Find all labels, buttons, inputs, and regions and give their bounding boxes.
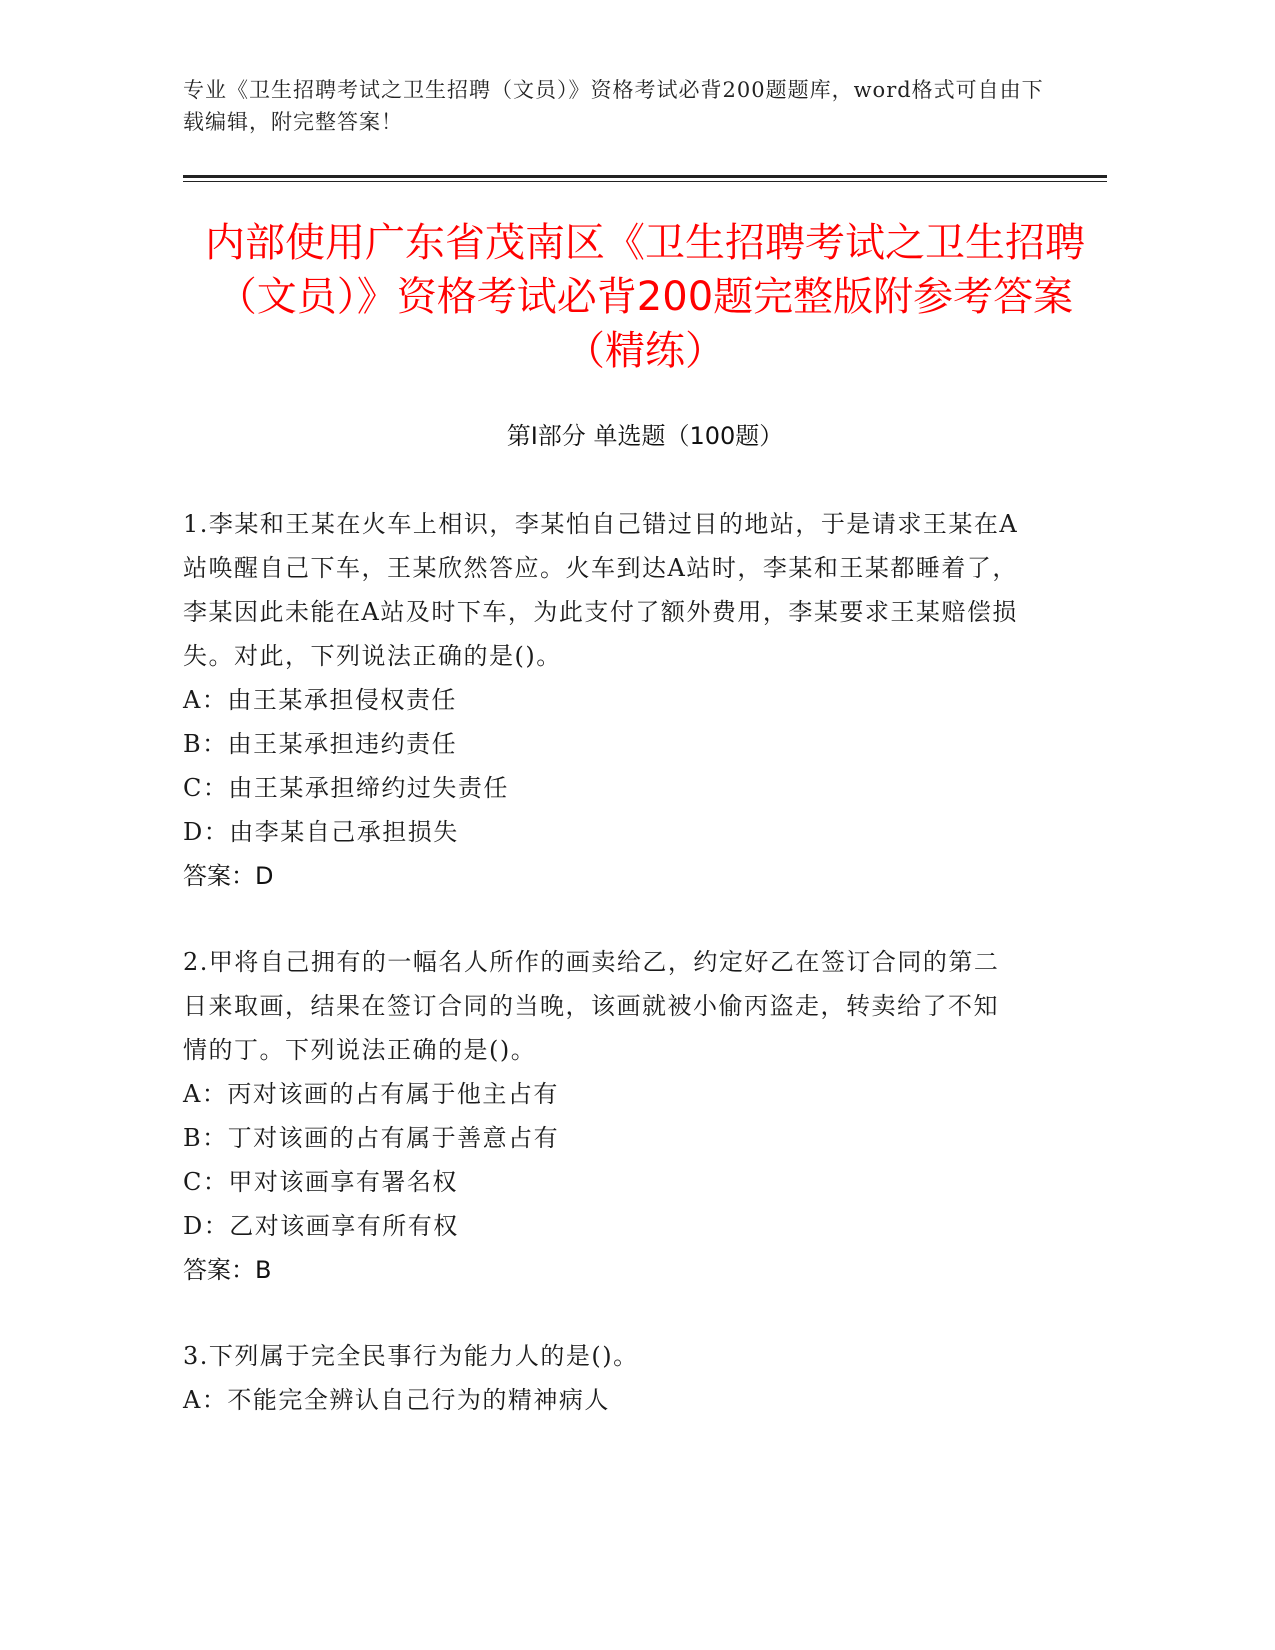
option-b: B：由王某承担违约责任 <box>183 730 458 758</box>
option-a: A：不能完全辨认自己行为的精神病人 <box>183 1386 610 1414</box>
answer-label: 答案：B <box>183 1256 272 1284</box>
header-divider-thin <box>183 181 1107 182</box>
option-c: C：由王某承担缔约过失责任 <box>183 774 509 802</box>
question-stem: 2.甲将自己拥有的一幅名人所作的画卖给乙，约定好乙在签订合同的第二日来取画，结果在签订合同的当晚，该画就被小偷丙盗走，转卖给了不知情的丁。下列说法正确的是()。 <box>183 948 1000 1064</box>
option-d: D：由李某自己承担损失 <box>183 818 459 846</box>
question-1 <box>183 502 1023 898</box>
option-a: A：由王某承担侵权责任 <box>183 686 457 714</box>
answer-label: 答案：D <box>183 862 274 890</box>
option-a: A：丙对该画的占有属于他主占有 <box>183 1080 559 1108</box>
document-title: 内部使用广东省茂南区《卫生招聘考试之卫生招聘（文员）》资格考试必背200题完整版附参考答案（精练） <box>205 220 1085 374</box>
section-heading: 第Ⅰ部分 单选题（100题） <box>506 422 784 450</box>
question-list <box>183 502 1023 1464</box>
question-stem: 1.李某和王某在火车上相识，李某怕自己错过目的地站，于是请求王某在A站唤醒自己下车，王某欣然答应。火车到达A站时，李某和王某都睡着了，李某因此未能在A站及时下车，为此支付了额外费用，李某要求王某赔偿损失。对此，下列说法正确的是()。 <box>183 510 1019 670</box>
question-3 <box>183 1334 1023 1422</box>
question-stem: 3.下列属于完全民事行为能力人的是()。 <box>183 1342 639 1370</box>
header-divider-thick <box>183 175 1107 178</box>
option-b: B：丁对该画的占有属于善意占有 <box>183 1124 560 1152</box>
question-2 <box>183 940 1023 1292</box>
option-d: D：乙对该画享有所有权 <box>183 1212 459 1240</box>
option-c: C：甲对该画享有署名权 <box>183 1168 458 1196</box>
header-note: 专业《卫生招聘考试之卫生招聘（文员）》资格考试必背200题题库，word格式可自由下载编辑，附完整答案！ <box>183 78 1044 134</box>
